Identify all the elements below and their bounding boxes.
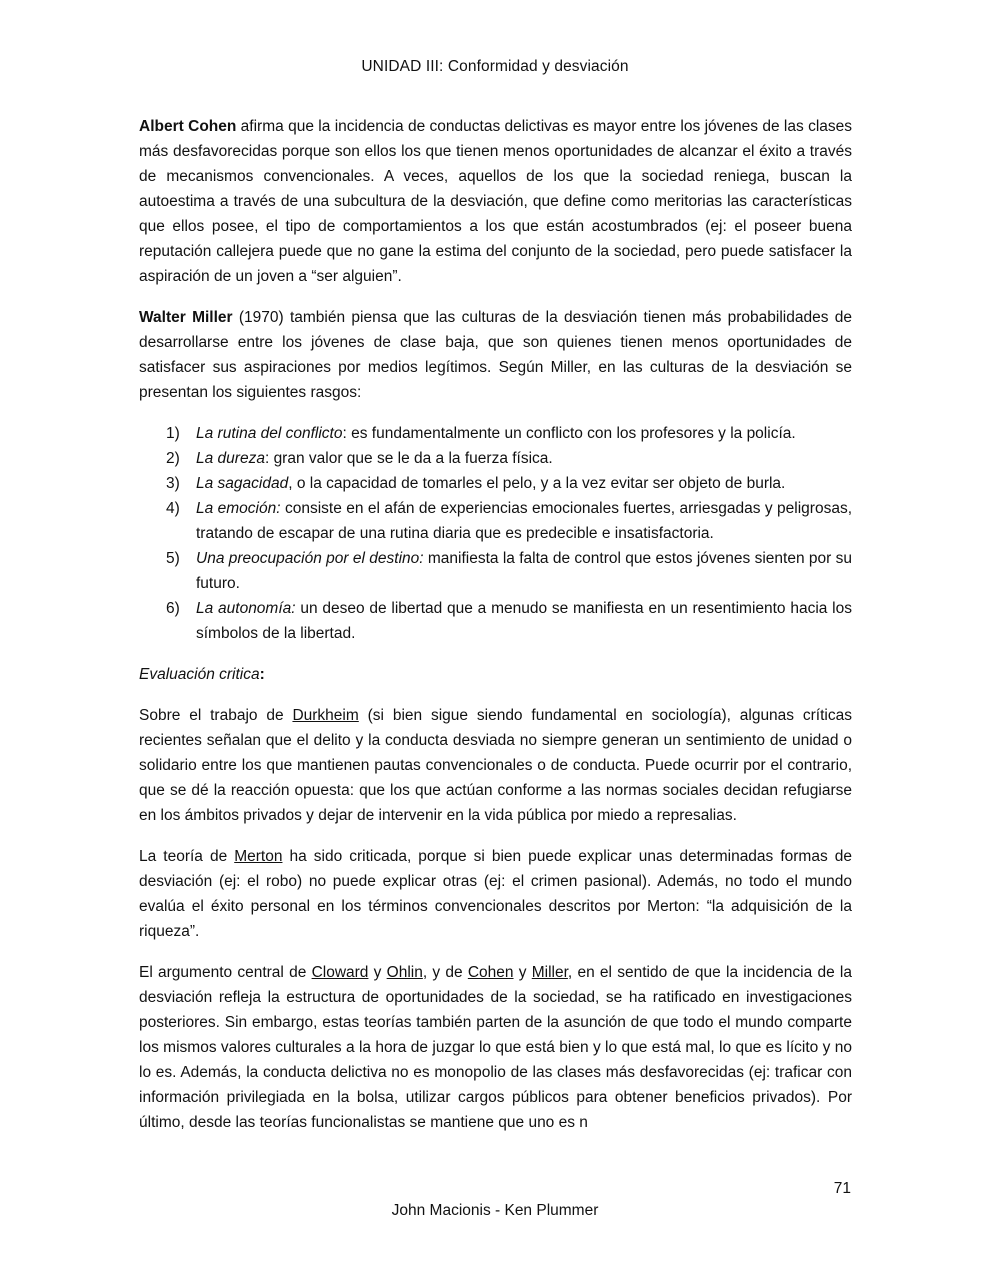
trait-text: : gran valor que se le da a la fuerza física. xyxy=(264,450,553,467)
trait-text: : es fundamentalmente un conflicto con los profesores y la policía. xyxy=(342,425,796,442)
paragraph-merton xyxy=(139,844,852,944)
paragraph-cloward-ohlin xyxy=(139,960,852,1135)
trait-term: La rutina del conflicto xyxy=(196,425,343,442)
list-item xyxy=(139,546,852,596)
author-link-cloward: Cloward xyxy=(311,964,369,981)
page-header: UNIDAD III: Conformidad y desviación xyxy=(361,58,629,75)
author-link-durkheim: Durkheim xyxy=(292,707,359,724)
trait-text: consiste en el afán de experiencias emocionales fuertes, arriesgadas y peligrosas, tratando de escapar de una rutina diaria que es predecible e insatisfactoria. xyxy=(196,500,852,542)
traits-list xyxy=(139,421,852,646)
author-link-ohlin: Ohlin xyxy=(386,964,423,981)
list-number: 2) xyxy=(166,450,180,467)
paragraph-text: (1970) también piensa que las culturas de la desviación tienen más probabilidades de desarrollarse entre los jóvenes de clase baja, que son quienes tienen menos oportunidades de satisfacer sus aspiraciones por medios legítimos. Según Miller, en las culturas de la desviación se presentan los siguientes rasgos: xyxy=(139,309,852,401)
list-number: 4) xyxy=(166,500,180,517)
paragraph-text: , y de xyxy=(422,964,468,981)
paragraph-text: y xyxy=(513,964,532,981)
paragraph-text: Sobre el trabajo de xyxy=(139,707,293,724)
paragraph-text: y xyxy=(368,964,387,981)
paragraph-text: (si bien sigue siendo fundamental en sociología), algunas críticas recientes señalan que el delito y la conducta desviada no siempre generan un sentimiento de unidad o solidario entre los que mantienen pautas convencionales o de conducta. Puede ocurrir por el contrario, que se dé la reacción opuesta: que los que actúan conforme a las normas sociales decidan refugiarse en los ámbitos privados y dejar de intervenir en la vida pública por miedo a represalias. xyxy=(139,707,852,824)
trait-text: manifiesta la falta de control que estos jóvenes sienten por su futuro. xyxy=(196,550,852,592)
author-link-cohen: Cohen xyxy=(467,964,514,981)
list-item xyxy=(139,496,852,546)
paragraph-text: La teoría de xyxy=(139,848,235,865)
page-footer: John Macionis - Ken Plummer xyxy=(391,1202,599,1219)
author-link-merton: Merton xyxy=(234,848,283,865)
paragraph-miller xyxy=(139,305,852,405)
paragraph-text: , en el sentido de que la incidencia de la desviación refleja la estructura de oportunidades de la sociedad, se ha ratificado en investigaciones posteriores. Sin embargo, estas teorías también parten de la asunción de que todo el mundo comparte los mismos valores culturales a la hora de juzgar lo que está bien y lo que está mal, lo que es lícito y no lo es. Además, la conducta delictiva no es monopolio de las clases más desfavorecidas (ej: traficar con información privilegiada en la bolsa, utilizar cargos públicos para obtener beneficios privados). Por último, desde las teorías funcionalistas se mantiene que uno es n xyxy=(139,964,852,1131)
evaluation-heading-text: Evaluación critica xyxy=(139,666,260,683)
paragraph-durkheim xyxy=(139,703,852,828)
list-number: 1) xyxy=(166,425,180,442)
paragraph-text: ha sido criticada, porque si bien puede explicar unas determinadas formas de desviación (ej: el robo) no puede explicar otras (ej: el crimen pasional). Además, no todo el mundo evalúa el éxito personal en los términos convencionales descritos por Merton: “la adquisición de la riqueza”. xyxy=(139,848,852,940)
list-item xyxy=(139,421,852,446)
trait-term: La sagacidad xyxy=(196,475,289,492)
list-number: 3) xyxy=(166,475,180,492)
page-number: 71 xyxy=(833,1180,851,1197)
trait-term: La dureza xyxy=(196,450,265,467)
trait-term: La autonomía: xyxy=(196,600,296,617)
evaluation-heading xyxy=(139,662,852,687)
list-item xyxy=(139,446,852,471)
trait-term: La emoción: xyxy=(196,500,281,517)
list-item xyxy=(139,596,852,646)
evaluation-heading-colon: : xyxy=(259,666,265,683)
author-link-miller: Miller xyxy=(531,964,568,981)
trait-term: Una preocupación por el destino: xyxy=(196,550,424,567)
list-number: 6) xyxy=(166,600,180,617)
trait-text: , o la capacidad de tomarles el pelo, y a la vez evitar ser objeto de burla. xyxy=(288,475,786,492)
trait-text: un deseo de libertad que a menudo se manifiesta en un resentimiento hacia los símbolos de la libertad. xyxy=(196,600,852,642)
paragraph-text: El argumento central de xyxy=(139,964,312,981)
author-name: Walter Miller xyxy=(139,309,233,326)
paragraph-cohen xyxy=(139,114,852,289)
list-number: 5) xyxy=(166,550,180,567)
list-item xyxy=(139,471,852,496)
author-name: Albert Cohen xyxy=(139,118,237,135)
paragraph-text: afirma que la incidencia de conductas delictivas es mayor entre los jóvenes de las clases más desfavorecidas porque son ellos los que tienen menos oportunidades de alcanzar el éxito a través de mecanismos convencionales. A veces, aquellos de los que la sociedad reniega, buscan la autoestima a través de una subcultura de la desviación, que define como meritorias las características que ellos posee, el tipo de comportamientos a los que están acostumbrados (ej: el poseer buena reputación callejera puede que no gane la estima del conjunto de la sociedad, pero puede satisfacer la aspiración de un joven a “ser alguien”. xyxy=(139,118,852,285)
page-body xyxy=(139,114,852,1151)
